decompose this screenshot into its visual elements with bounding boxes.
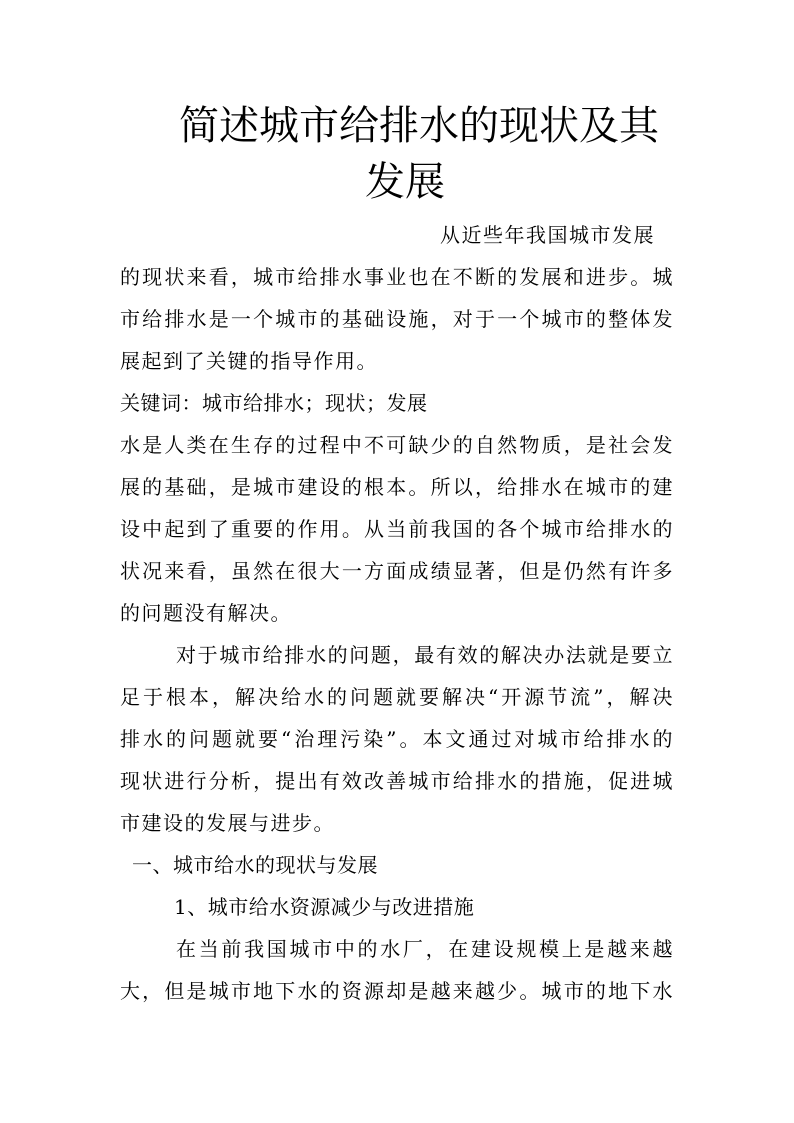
paragraph-2-line-4: 现状进行分析，提出有效改善城市给排水的措施，促进城 (120, 769, 674, 793)
paragraph-1-line-4: 状况来看，虽然在很大一方面成绩显著，但是仍然有许多 (120, 559, 674, 583)
paragraph-1-line-3: 设中起到了重要的作用。从当前我国的各个城市给排水的 (120, 517, 674, 541)
subsection-1-heading: 1、城市给水资源减少与改进措施 (174, 895, 475, 919)
paragraph-1-line-2: 展的基础，是城市建设的根本。所以，给排水在城市的建 (120, 475, 674, 499)
paragraph-1-line-1: 水是人类在生存的过程中不可缺少的自然物质，是社会发 (120, 433, 674, 457)
paragraph-2-line-2: 足于根本，解决给水的问题就要解决“开源节流”，解决 (120, 685, 674, 709)
paragraph-2-line-1: 对于城市给排水的问题，最有效的解决办法就是要立 (176, 643, 674, 667)
title-line-1: 简述城市给排水的现状及其 (179, 103, 659, 149)
title-line-2: 发展 (365, 159, 445, 205)
paragraph-2-line-3: 排水的问题就要“治理污染”。本文通过对城市给排水的 (120, 727, 674, 751)
paragraph-3-line-2: 大，但是城市地下水的资源却是越来越少。城市的地下水 (120, 979, 674, 1003)
abstract-line-1: 从近些年我国城市发展 (440, 223, 655, 247)
document-title (120, 98, 674, 210)
keywords: 关键词：城市给排水；现状；发展 (120, 391, 428, 415)
paragraph-2-line-5: 市建设的发展与进步。 (120, 811, 335, 835)
abstract-line-3: 市给排水是一个城市的基础设施，对于一个城市的整体发 (120, 307, 674, 331)
paragraph-1-line-5: 的问题没有解决。 (120, 601, 292, 625)
abstract-line-4: 展起到了关键的指导作用。 (120, 349, 378, 373)
section-1-heading: 一、城市给水的现状与发展 (132, 853, 378, 877)
paragraph-3-line-1: 在当前我国城市中的水厂，在建设规模上是越来越 (176, 937, 674, 961)
abstract-line-2: 的现状来看，城市给排水事业也在不断的发展和进步。城 (120, 265, 674, 289)
